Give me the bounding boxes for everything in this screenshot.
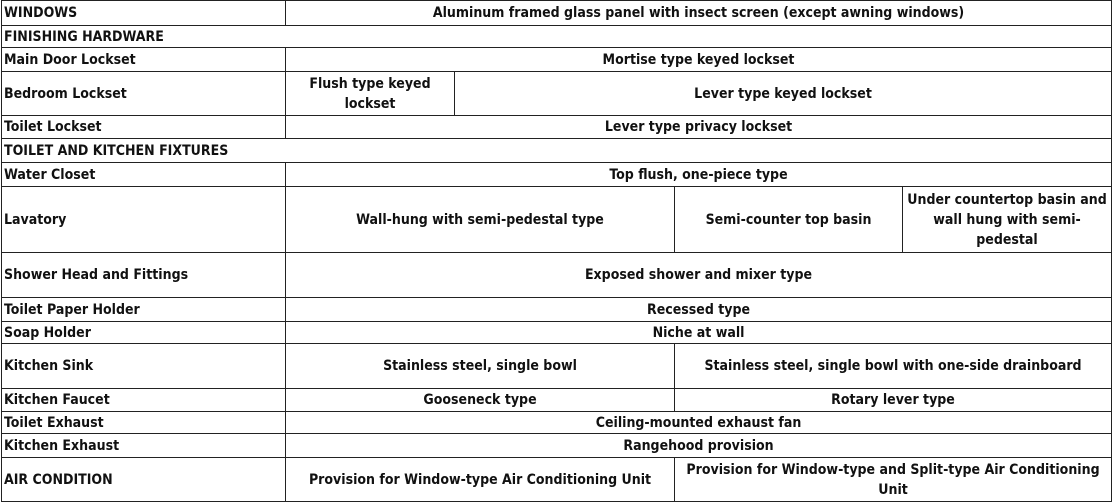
row-shower-head	[2, 253, 1112, 298]
row-soap-holder	[2, 322, 1112, 344]
label-toilet-exhaust: Toilet Exhaust	[2, 412, 286, 434]
label-air-condition: AIR CONDITION	[2, 458, 286, 502]
value-shower-head: Exposed shower and mixer type	[286, 253, 1112, 298]
label-soap-holder: Soap Holder	[2, 322, 286, 344]
row-finishing-hardware	[2, 26, 1112, 48]
value-kitchen-faucet-gooseneck: Gooseneck type	[286, 389, 675, 412]
value-windows: Aluminum framed glass panel with insect screen (except awning windows)	[286, 1, 1112, 26]
row-water-closet	[2, 163, 1112, 187]
value-air-condition-window-split: Provision for Window-type and Split-type Air Conditioning Unit	[675, 458, 1112, 502]
row-windows	[2, 1, 1112, 26]
section-finishing-hardware: FINISHING HARDWARE	[2, 26, 1112, 48]
value-lavatory-semi-counter: Semi-counter top basin	[675, 187, 903, 253]
value-soap-holder: Niche at wall	[286, 322, 1112, 344]
value-bedroom-lockset-lever: Lever type keyed lockset	[455, 72, 1112, 116]
value-kitchen-sink-drainboard: Stainless steel, single bowl with one-side drainboard	[675, 344, 1112, 389]
value-air-condition-window: Provision for Window-type Air Conditioning Unit	[286, 458, 675, 502]
specification-table	[1, 0, 1112, 502]
value-toilet-exhaust: Ceiling-mounted exhaust fan	[286, 412, 1112, 434]
value-toilet-paper-holder: Recessed type	[286, 298, 1112, 322]
row-lavatory	[2, 187, 1112, 253]
row-main-door-lockset	[2, 48, 1112, 72]
value-bedroom-lockset-flush: Flush type keyed lockset	[286, 72, 455, 116]
label-kitchen-sink: Kitchen Sink	[2, 344, 286, 389]
row-toilet-kitchen-fixtures	[2, 139, 1112, 163]
row-kitchen-exhaust	[2, 434, 1112, 458]
row-toilet-paper-holder	[2, 298, 1112, 322]
row-bedroom-lockset	[2, 72, 1112, 116]
value-lavatory-under-countertop: Under countertop basin and wall hung with semi-pedestal	[903, 187, 1112, 253]
row-toilet-lockset	[2, 116, 1112, 139]
row-kitchen-sink	[2, 344, 1112, 389]
label-kitchen-exhaust: Kitchen Exhaust	[2, 434, 286, 458]
label-water-closet: Water Closet	[2, 163, 286, 187]
label-bedroom-lockset: Bedroom Lockset	[2, 72, 286, 116]
row-air-condition	[2, 458, 1112, 502]
value-main-door-lockset: Mortise type keyed lockset	[286, 48, 1112, 72]
value-toilet-lockset: Lever type privacy lockset	[286, 116, 1112, 139]
value-water-closet: Top flush, one-piece type	[286, 163, 1112, 187]
label-toilet-paper-holder: Toilet Paper Holder	[2, 298, 286, 322]
label-toilet-lockset: Toilet Lockset	[2, 116, 286, 139]
value-lavatory-wall-hung: Wall-hung with semi-pedestal type	[286, 187, 675, 253]
label-shower-head: Shower Head and Fittings	[2, 253, 286, 298]
value-kitchen-sink-single-bowl: Stainless steel, single bowl	[286, 344, 675, 389]
label-windows: WINDOWS	[2, 1, 286, 26]
section-toilet-kitchen-fixtures: TOILET AND KITCHEN FIXTURES	[2, 139, 1112, 163]
label-kitchen-faucet: Kitchen Faucet	[2, 389, 286, 412]
label-lavatory: Lavatory	[2, 187, 286, 253]
label-main-door-lockset: Main Door Lockset	[2, 48, 286, 72]
row-kitchen-faucet	[2, 389, 1112, 412]
value-kitchen-faucet-rotary: Rotary lever type	[675, 389, 1112, 412]
row-toilet-exhaust	[2, 412, 1112, 434]
value-kitchen-exhaust: Rangehood provision	[286, 434, 1112, 458]
